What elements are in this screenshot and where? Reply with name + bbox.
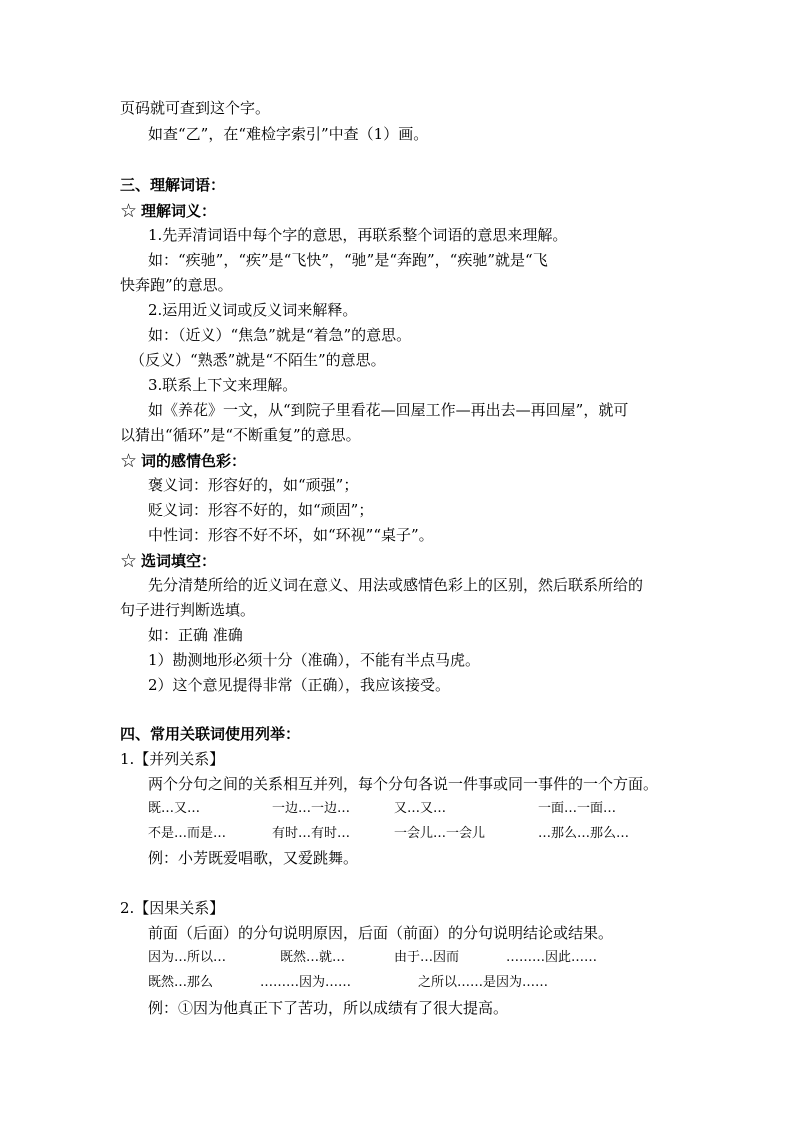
conjunction-item: 一面…一面… (538, 801, 617, 816)
parallel-desc: 两个分句之间的关系相互并列，每个分句各说一件事或同一事件的一个方面。 (148, 775, 659, 793)
emotion-line-2: 贬义词：形容不好的，如“顽固”； (148, 501, 374, 519)
fill-heading (120, 550, 216, 571)
conjunction-item: 既然…就… (280, 950, 346, 965)
causal-example: 例：①因为他真正下了苦功，所以成绩有了很大提高。 (148, 999, 509, 1017)
causal-heading: 2.【因果关系】 (120, 899, 225, 917)
section-4-title: 四、常用关联词使用列举： (120, 725, 301, 743)
conjunction-item: …那么…那么… (538, 826, 630, 841)
section-3-title: 三、理解词语： (120, 176, 226, 194)
star-icon: ☆ (120, 550, 138, 572)
fill-line-1: 先分清楚所给的近义词在意义、用法或感情色彩上的区别，然后联系所给的 (148, 576, 644, 594)
parallel-heading: 1.【并列关系】 (120, 750, 225, 768)
emotion-heading-text: 词的感情色彩： (141, 452, 247, 470)
meaning-line-3: 快奔跑”的意思。 (120, 276, 233, 294)
fill-line-4: 1）勘测地形必须十分（准确），不能有半点马虎。 (148, 651, 481, 669)
emotion-line-3: 中性词：形容不好不坏，如“环视”“桌子”。 (148, 526, 434, 544)
conjunction-item: 既…又… (148, 801, 201, 816)
meaning-line-9: 以猜出“循环”是“不断重复”的意思。 (120, 426, 361, 444)
conjunction-item: 之所以……是因为…… (418, 975, 549, 990)
fill-heading-text: 选词填空： (141, 552, 217, 570)
meaning-line-8: 如《养花》一文，从“到院子里看花—回屋工作—再出去—再回屋”，就可 (148, 401, 629, 419)
conjunction-item: 不是…而是… (148, 826, 227, 841)
conjunction-item: 一边…一边… (272, 801, 351, 816)
fill-line-2: 句子进行判断选填。 (120, 601, 256, 619)
meaning-heading-text: 理解词义： (141, 202, 217, 220)
meaning-line-2: 如：“疾驰”，“疾”是“飞快”，“驰”是“奔跑”，“疾驰”就是“飞 (148, 251, 548, 269)
conjunction-item: 又…又… (394, 801, 447, 816)
conjunction-item: ………因此…… (506, 950, 598, 965)
meaning-line-5: 如：（近义）“焦急”就是“着急”的意思。 (148, 326, 412, 344)
meaning-line-6: （反义）“熟悉”就是“不陌生”的意思。 (130, 351, 386, 369)
star-icon: ☆ (120, 200, 138, 222)
emotion-line-1: 褒义词：形容好的，如“顽强”； (148, 476, 359, 494)
parallel-example: 例：小芳既爱唱歌，又爱跳舞。 (148, 849, 359, 867)
emotion-heading (120, 450, 246, 471)
causal-desc: 前面（后面）的分句说明原因，后面（前面）的分句说明结论或结果。 (148, 924, 614, 942)
fill-line-5: 2）这个意见提得非常（正确），我应该接受。 (148, 676, 451, 694)
meaning-line-7: 3.联系上下文来理解。 (148, 376, 298, 394)
star-icon: ☆ (120, 450, 138, 472)
conjunction-item: 既然…那么 (148, 975, 214, 990)
conjunction-item: 由于…因而 (394, 950, 460, 965)
meaning-heading (120, 200, 216, 221)
conjunction-item: ………因为…… (260, 975, 352, 990)
conjunction-item: 因为…所以… (148, 950, 227, 965)
intro-line-1: 页码就可查到这个字。 (120, 99, 271, 117)
meaning-line-4: 2.运用近义词或反义词来解释。 (148, 301, 358, 319)
meaning-line-1: 1.先弄清词语中每个字的意思，再联系整个词语的意思来理解。 (148, 226, 568, 244)
intro-line-2: 如查“乙”，在“难检字索引”中查（1）画。 (148, 125, 429, 143)
conjunction-item: 有时…有时… (272, 826, 351, 841)
conjunction-item: 一会儿…一会儿 (394, 826, 486, 841)
fill-line-3: 如：正确 准确 (148, 626, 243, 644)
